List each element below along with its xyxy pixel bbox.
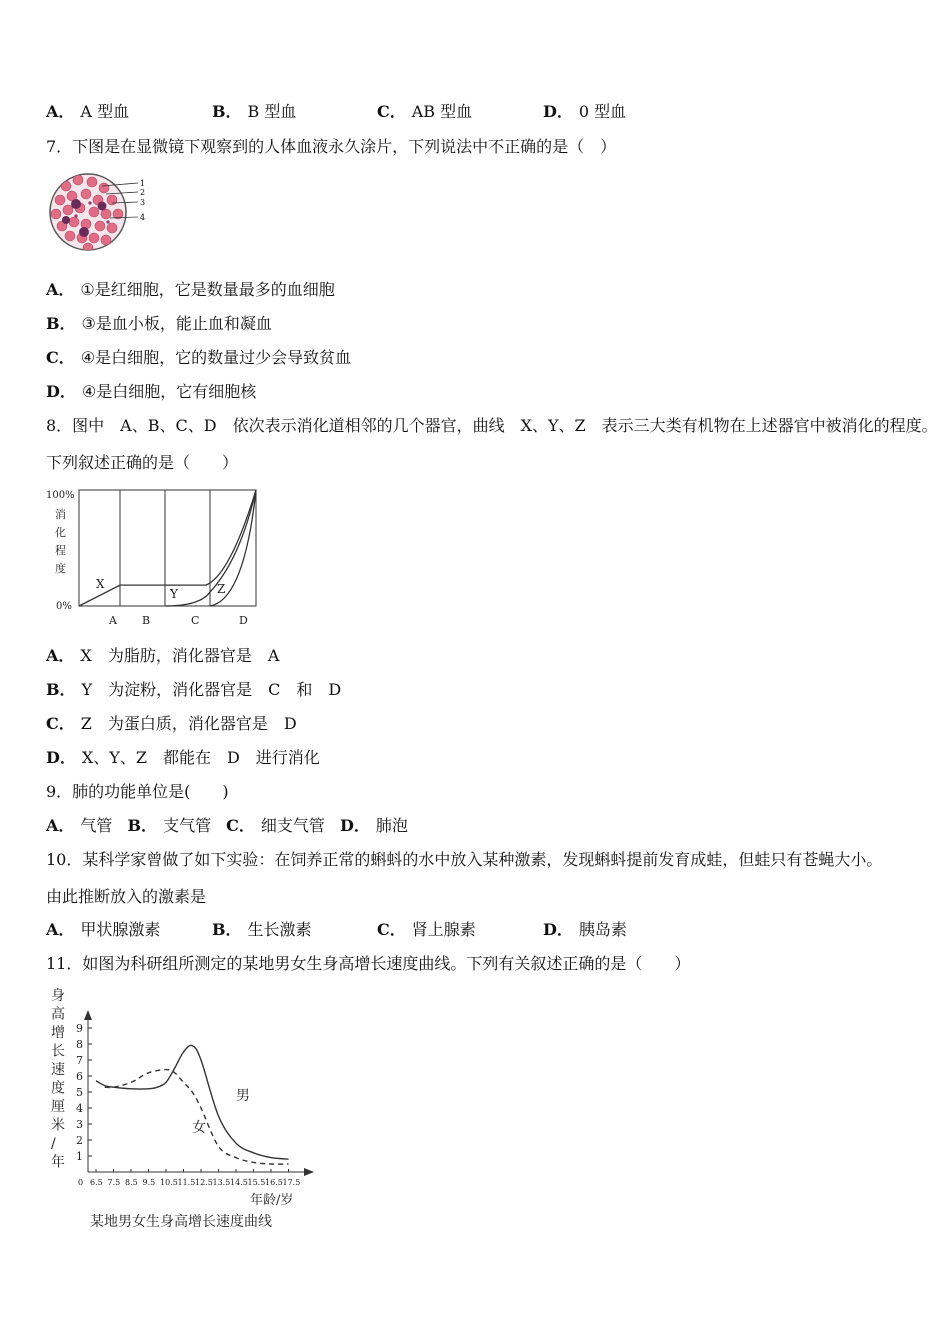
q8-option-a[interactable]: A． X 为脂肪，消化器官是 A: [46, 646, 280, 665]
series-label-male: 男: [236, 1088, 250, 1104]
female-growth-line: [105, 1070, 289, 1165]
growth-ytick-label: 5: [76, 1086, 83, 1099]
curve-label-x: X: [96, 577, 105, 591]
growth-xtick-label: 14.5: [230, 1178, 248, 1187]
curve-x: [79, 490, 256, 606]
digest-xtick-a: A: [109, 614, 117, 627]
growth-ylabel-char: 身: [51, 988, 65, 1004]
digestion-chart: [46, 484, 266, 632]
y-tick-0: 0%: [56, 601, 72, 612]
q7-option-b[interactable]: B． ③是血小板，能止血和凝血: [46, 314, 272, 333]
blood-smear-figure: [46, 170, 156, 256]
q6-option-a[interactable]: A． A 型血: [46, 102, 130, 121]
growth-ytick-label: 8: [76, 1038, 83, 1051]
q7-option-c[interactable]: C． ④是白细胞，它的数量过少会导致贫血: [46, 348, 352, 367]
growth-xtick-label: 7.5: [107, 1178, 121, 1187]
growth-ytick-label: 6: [76, 1070, 83, 1083]
q7-option-a[interactable]: A． ①是红细胞，它是数量最多的血细胞: [46, 280, 335, 299]
ylabel-char-1: 消: [55, 508, 66, 521]
q8-option-b[interactable]: B． Y 为淀粉，消化器官是 C 和 D: [46, 680, 342, 699]
growth-xtick-label: 11.5: [177, 1178, 196, 1187]
q10-stem-line1: 10．某科学家曾做了如下实验：在饲养正常的蝌蚪的水中放入某种激素，发现蝌蚪提前发育成蛙，但蛙只有苍蝇大小。: [46, 850, 883, 869]
x-axis-arrow: [304, 1168, 314, 1176]
q9-option-d[interactable]: D． 肺泡: [340, 816, 408, 835]
growth-xtick-label: 9.5: [142, 1178, 156, 1187]
ylabel-char-2: 化: [55, 526, 66, 539]
q9-option-c[interactable]: C． 细支气管: [226, 816, 325, 835]
q10-stem-line2: 由此推断放入的激素是: [46, 887, 207, 906]
q8-stem-line1: 8．图中 A、B、C、D 依次表示消化道相邻的几个器官，曲线 X、Y、Z 表示三大类有机物在上述器官中被消化的程度。: [46, 416, 938, 435]
growth-chart: [46, 984, 336, 1236]
y-tick-100: 100%: [46, 490, 75, 501]
q7-option-d[interactable]: D． ④是白细胞，它有细胞核: [46, 382, 257, 401]
q11-stem: 11．如图为科研组所测定的某地男女生身高增长速度曲线。下列有关叙述正确的是（ ）: [46, 954, 691, 973]
growth-xtick-label: 8.5: [125, 1178, 138, 1187]
growth-ytick-label: 1: [76, 1150, 83, 1163]
growth-ytick-label: 3: [76, 1118, 83, 1131]
curve-label-y: Y: [170, 587, 178, 601]
q10-option-b[interactable]: B． 生长激素: [212, 920, 312, 939]
growth-ylabel-char: /: [51, 1136, 56, 1152]
ylabel-char-4: 度: [55, 562, 66, 575]
smear-label-4: 4: [140, 213, 146, 222]
q8-option-c[interactable]: C． Z 为蛋白质，消化器官是 D: [46, 714, 297, 733]
growth-ylabel-char: 高: [51, 1006, 65, 1023]
growth-ylabel-char: 速: [51, 1062, 65, 1078]
growth-ylabel-char: 增: [51, 1025, 65, 1041]
series-label-female: 女: [192, 1120, 206, 1136]
smear-label-1: 1: [140, 179, 146, 188]
q9-options: [46, 816, 408, 836]
digest-xtick-c: C: [191, 614, 200, 627]
growth-ytick-label: 2: [76, 1134, 83, 1147]
q10-option-d[interactable]: D． 胰岛素: [543, 920, 627, 939]
q6-options: [46, 102, 626, 122]
q9-stem: 9．肺的功能单位是( ): [46, 782, 229, 801]
growth-xtick-label: 13.5: [212, 1178, 231, 1187]
q6-option-c[interactable]: C． AB 型血: [377, 102, 473, 121]
male-growth-line: [96, 1045, 289, 1159]
growth-xtick-label: 12.5: [195, 1178, 213, 1187]
q6-option-b[interactable]: B． B 型血: [212, 102, 297, 121]
smear-label-2: 2: [140, 188, 146, 197]
q10-options: [46, 920, 627, 940]
digestion-chart-frame: [79, 490, 256, 606]
growth-ytick-label: 9: [76, 1022, 83, 1035]
q9-option-b[interactable]: B． 支气管: [127, 816, 212, 835]
curve-label-z: Z: [217, 582, 226, 596]
growth-ylabel-char: 厘: [51, 1099, 65, 1115]
digest-xtick-d: D: [239, 614, 248, 627]
q10-option-c[interactable]: C． 肾上腺素: [377, 920, 476, 939]
q7-stem: 7．下图是在显微镜下观察到的人体血液永久涂片，下列说法中不正确的是（ ）: [46, 137, 617, 156]
growth-ytick-label: 7: [76, 1054, 83, 1067]
growth-xtick-label: 10.5: [160, 1178, 178, 1187]
growth-ylabel-char: 度: [51, 1080, 65, 1097]
growth-xtick-label: 16.5: [265, 1178, 283, 1187]
q8-option-d[interactable]: D． X、Y、Z 都能在 D 进行消化: [46, 748, 320, 767]
growth-xlabel: 年龄/岁: [250, 1193, 294, 1208]
q9-option-a[interactable]: A． 气管: [46, 816, 113, 835]
digest-xtick-b: B: [142, 614, 151, 627]
growth-xtick-label: 6.5: [90, 1178, 103, 1187]
q8-stem-line2: 下列叙述正确的是（ ）: [46, 453, 239, 472]
growth-ytick-label: 4: [76, 1102, 83, 1115]
growth-caption: 某地男女生身高增长速度曲线: [90, 1214, 272, 1230]
q10-option-a[interactable]: A． 甲状腺激素: [46, 920, 161, 939]
smear-label-3: 3: [140, 198, 146, 207]
growth-ylabel-char: 米: [51, 1117, 65, 1134]
q6-option-d[interactable]: D． 0 型血: [543, 102, 627, 121]
growth-xtick-label: 17.5: [282, 1178, 301, 1187]
growth-ylabel-char: 长: [51, 1043, 65, 1060]
y-axis-arrow: [84, 1010, 92, 1020]
growth-xtick-label: 15.5: [247, 1178, 266, 1187]
growth-ylabel-char: 年: [51, 1154, 65, 1171]
ylabel-char-3: 程: [55, 544, 66, 557]
growth-xtick-label: 0: [78, 1178, 84, 1187]
